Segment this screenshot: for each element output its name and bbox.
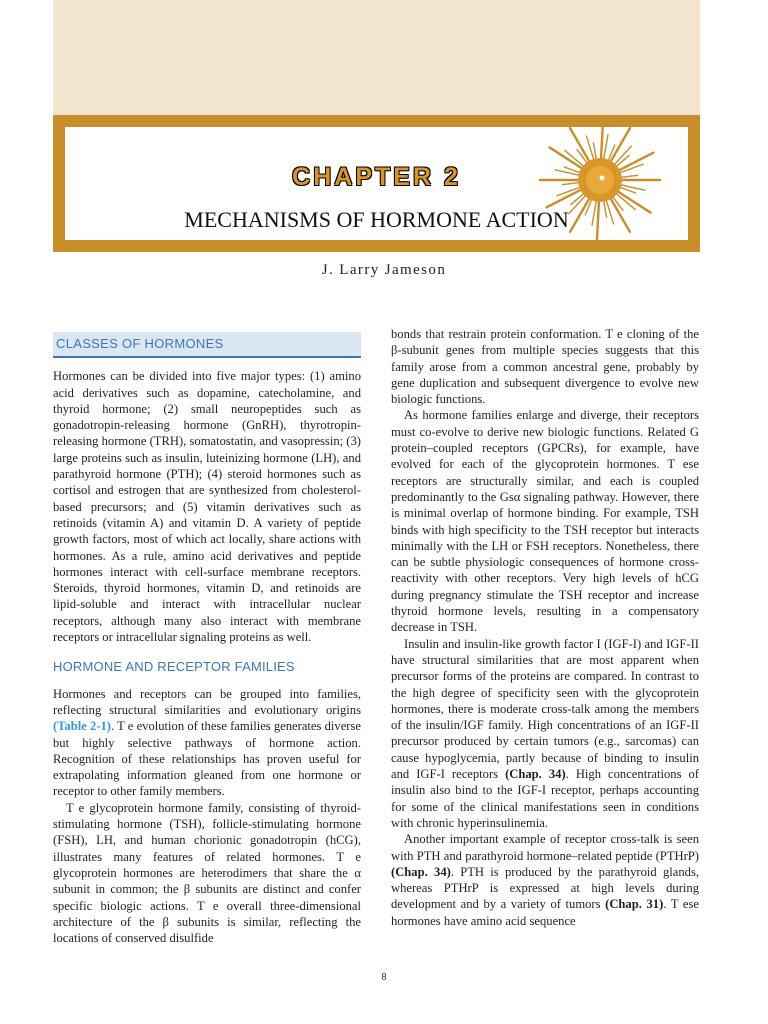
paragraph: Hormones and receptors can be grouped into families, reflecting structural similarities and evolutionary origins (Table 2-1). T e evolution of these families generates diverse but highly selective pathways of hormone action. Recognition of these relationships has proven useful for extrapolating information gleaned from one hormone or receptor to other family members. bbox=[53, 686, 361, 799]
section-heading-classes: CLASSES OF HORMONES bbox=[53, 332, 361, 358]
chapter-reference: (Chap. 34) bbox=[391, 864, 451, 879]
chapter-title: MECHANISMS OF HORMONE ACTION bbox=[184, 207, 569, 232]
chapter-label: CHAPTER 2 bbox=[292, 163, 461, 191]
paragraph: bonds that restrain protein conformation. T e cloning of the β-subunit genes from multiple species suggests that this family arose from a common ancestral gene, probably by gene duplication and subsequent divergence to evolve new biologic functions. bbox=[391, 327, 699, 407]
paragraph: As hormone families enlarge and diverge, their receptors must co-evolve to derive new biologic functions. Related G protein–coupled receptors (GPCRs), for example, have evolved for each of the glycoprotein hormones. T ese receptors are structurally similar, and each is coupled predominantly to the Gsα signaling pathway. However, there is minimal overlap of hormone binding. For example, TSH binds with high specificity to the TSH receptor but interacts minimally with the LH or FSH receptors. Nonetheless, there can be subtle physiologic consequences of hormone cross-reactivity with other receptors. Very high levels of hCG during pregnancy stimulate the TSH receptor and increase thyroid hormone levels, resulting in a compensatory decrease in TSH. bbox=[391, 408, 699, 635]
chapter-reference: (Chap. 31) bbox=[605, 897, 664, 912]
starburst-icon bbox=[538, 118, 662, 242]
paragraph: Another important example of receptor cross-talk is seen with PTH and parathyroid hormone–related peptide (PTHrP) (Chap. 34). PTH is produced by the parathyroid glands, whereas PTHrP is expressed at high levels during development and by a variety of tumors (Chap. 31). T ese hormones have amino acid sequence bbox=[391, 832, 699, 928]
paragraph: Hormones can be divided into five major types: (1) amino acid derivatives such as dopamine, catecholamine, and thyroid hormone; (2) small neuropeptides such as gonadotropin-releasing hormone (GnRH), thyrotropin-releasing hormone (TRH), somatostatin, and vasopressin; (3) large proteins such as insulin, luteinizing hormone (LH), and parathyroid hormone (PTH); (4) steroid hormones such as cortisol and estrogen that are synthesized from cholesterol-based precursors; and (5) vitamin derivatives such as retinoids (vitamin A) and vitamin D. A variety of peptide growth factors, most of which act locally, share actions with hormones. As a rule, amino acid derivatives and peptide hormones interact with cell-surface membrane receptors. Steroids, thyroid hormones, vitamin D, and retinoids are lipid-soluble and interact with intracellular nuclear receptors, although many also interact with membrane receptors or intracellular signaling proteins as well. bbox=[53, 369, 361, 645]
author-name: J. Larry Jameson bbox=[321, 262, 447, 278]
right-column bbox=[391, 326, 699, 929]
page-number: 8 bbox=[381, 972, 387, 983]
chapter-reference: (Chap. 34) bbox=[505, 767, 566, 782]
section-heading-families: HORMONE AND RECEPTOR FAMILIES bbox=[53, 659, 295, 675]
paragraph: Insulin and insulin-like growth factor I (IGF-I) and IGF-II have structural similarities that are most apparent when precursor forms of the proteins are compared. In contrast to the high degree of specificity seen with the glycoprotein hormones, there is moderate cross-talk among the members of the insulin/IGF family. High concentrations of an IGF-II precursor produced by certain tumors (e.g., sarcomas) can cause hypoglycemia, partly because of binding to insulin and IGF-I receptors (Chap. 34). High concentrations of insulin also bind to the IGF-I receptor, perhaps accounting for some of the clinical manifestations seen in conditions with chronic hyperinsulinemia. bbox=[391, 636, 699, 830]
table-reference-link[interactable]: (Table 2-1) bbox=[53, 719, 112, 734]
left-column bbox=[53, 332, 361, 946]
paragraph: T e glycoprotein hormone family, consisting of thyroid-stimulating hormone (TSH), follicle-stimulating hormone (FSH), LH, and human chorionic gonadotropin (hCG), illustrates many features of related hormones. T e glycoprotein hormones are heterodimers that share the α subunit in common; the β subunits are distinct and confer specific biologic actions. T e overall three-dimensional architecture of the β subunits is similar, reflecting the locations of conserved disulfide bbox=[53, 800, 361, 946]
